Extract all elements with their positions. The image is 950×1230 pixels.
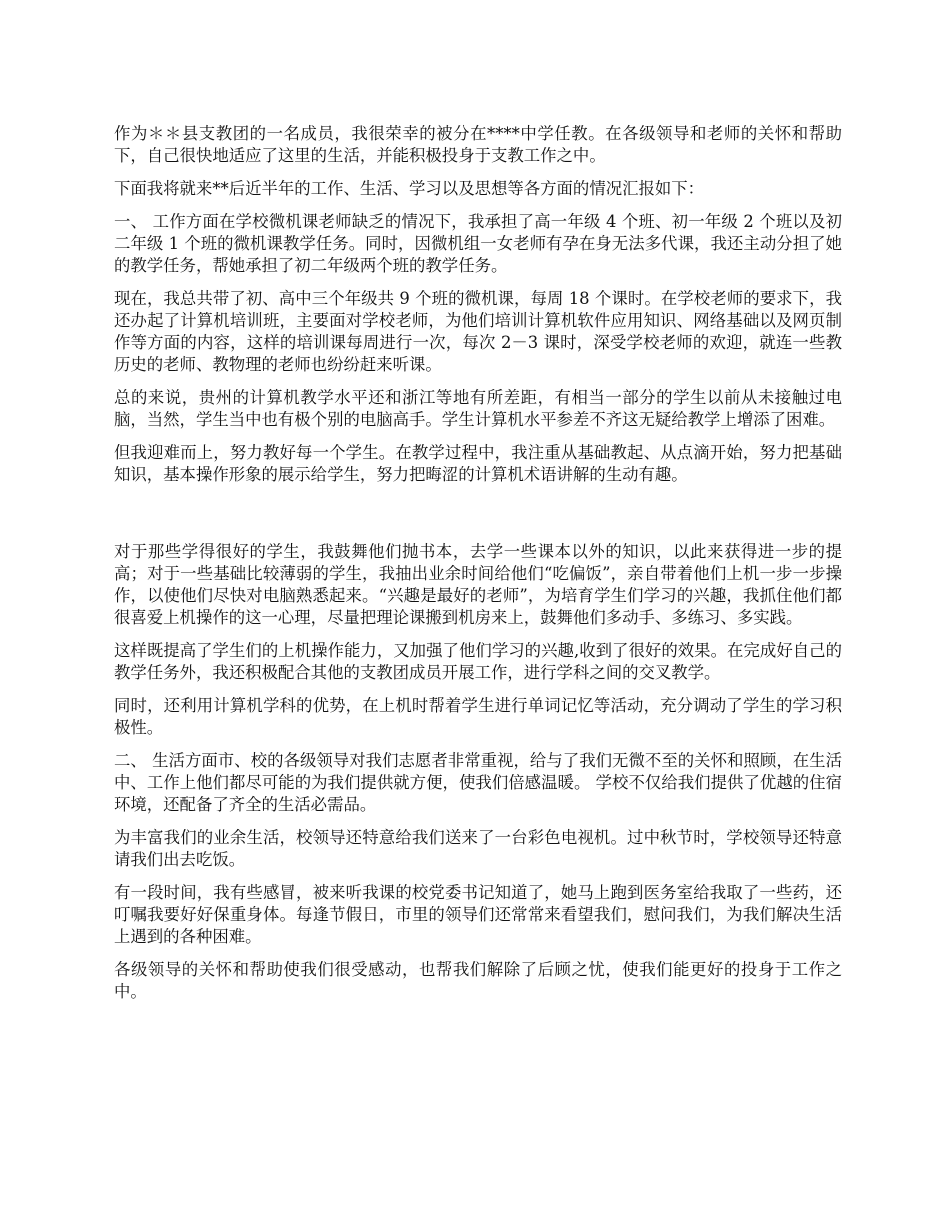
paragraph-work-2: 现在，我总共带了初、高中三个年级共 9 个班的微机课，每周 18 个课时。在学校老师的要求下，我还办起了计算机培训班，主要面对学校老师，为他们培训计算机软件应用知识、网络基础以及网页制作等方面的内容，这样的培训课每周进行一次，每次 2－3 课时，深受学校老师的欢迎，就连一些教历史的老师、教物理的老师也纷纷赶来听课。 — [114, 289, 842, 374]
paragraph-work-1: 一、 工作方面在学校微机课老师缺乏的情况下，我承担了高一年级 4 个班、初一年级 2 个班以及初二年级 1 个班的微机课教学任务。同时，因微机组一女老师有孕在身无法多代课，我还主动分担了她的教学任务，帮她承担了初二年级两个班的教学任务。 — [114, 212, 842, 275]
paragraph-work-3: 总的来说，贵州的计算机教学水平还和浙江等地有所差距，有相当一部分的学生以前从未接触过电脑，当然，学生当中也有极个别的电脑高手。学生计算机水平参差不齐这无疑给教学上增添了困难。 — [114, 388, 842, 429]
paragraph-intro: 作为＊＊县支教团的一名成员，我很荣幸的被分在****中学任教。在各级领导和老师的关怀和帮助下，自己很快地适应了这里的生活，并能积极投身于支教工作之中。 — [114, 124, 842, 165]
paragraph-report-intro: 下面我将就来**后近半年的工作、生活、学习以及思想等各方面的情况汇报如下： — [114, 179, 705, 198]
paragraph-life-2: 为丰富我们的业余生活，校领导还特意给我们送来了一台彩色电视机。过中秋节时，学校领导还特意请我们出去吃饭。 — [114, 828, 842, 869]
paragraph-work-5: 对于那些学得很好的学生，我鼓舞他们抛书本，去学一些课本以外的知识，以此来获得进一步的提高；对于一些基础比较薄弱的学生，我抽出业余时间给他们“吃偏饭”，亲自带着他们上机一步一步操作，以使他们尽快对电脑熟悉起来。“兴趣是最好的老师”，为培育学生们学习的兴趣，我抓住他们都很喜爱上机操作的这一心理，尽量把理论课搬到机房来上，鼓舞他们多动手、多练习、多实践。 — [114, 542, 842, 627]
paragraph-life-4: 各级领导的关怀和帮助使我们很受感动，也帮我们解除了后顾之忧，使我们能更好的投身于工作之中。 — [114, 960, 842, 1001]
paragraph-life-3: 有一段时间，我有些感冒，被来听我课的校党委书记知道了，她马上跑到医务室给我取了一些药，还叮嘱我要好好保重身体。每逢节假日，市里的领导们还常常来看望我们，慰问我们，为我们解决生活上遇到的各种困难。 — [114, 883, 842, 946]
document-body — [114, 123, 842, 1014]
paragraph-spacer — [114, 497, 842, 541]
paragraph-life-1: 二、 生活方面市、校的各级领导对我们志愿者非常重视，给与了我们无微不至的关怀和照顾，在生活中、工作上他们都尽可能的为我们提供就方便，使我们倍感温暖。 学校不仅给我们提供了优越的住宿环境，还配备了齐全的生活必需品。 — [114, 751, 842, 814]
paragraph-work-6: 这样既提高了学生们的上机操作能力，又加强了他们学习的兴趣,收到了很好的效果。在完成好自己的教学任务外，我还积极配合其他的支教团成员开展工作，进行学科之间的交叉教学。 — [114, 641, 842, 682]
paragraph-work-4: 但我迎难而上，努力教好每一个学生。在教学过程中，我注重从基础教起、从点滴开始，努力把基础知识，基本操作形象的展示给学生，努力把晦涩的计算机术语讲解的生动有趣。 — [114, 443, 842, 484]
paragraph-work-7: 同时，还利用计算机学科的优势，在上机时帮着学生进行单词记忆等活动，充分调动了学生的学习积极性。 — [114, 696, 842, 737]
